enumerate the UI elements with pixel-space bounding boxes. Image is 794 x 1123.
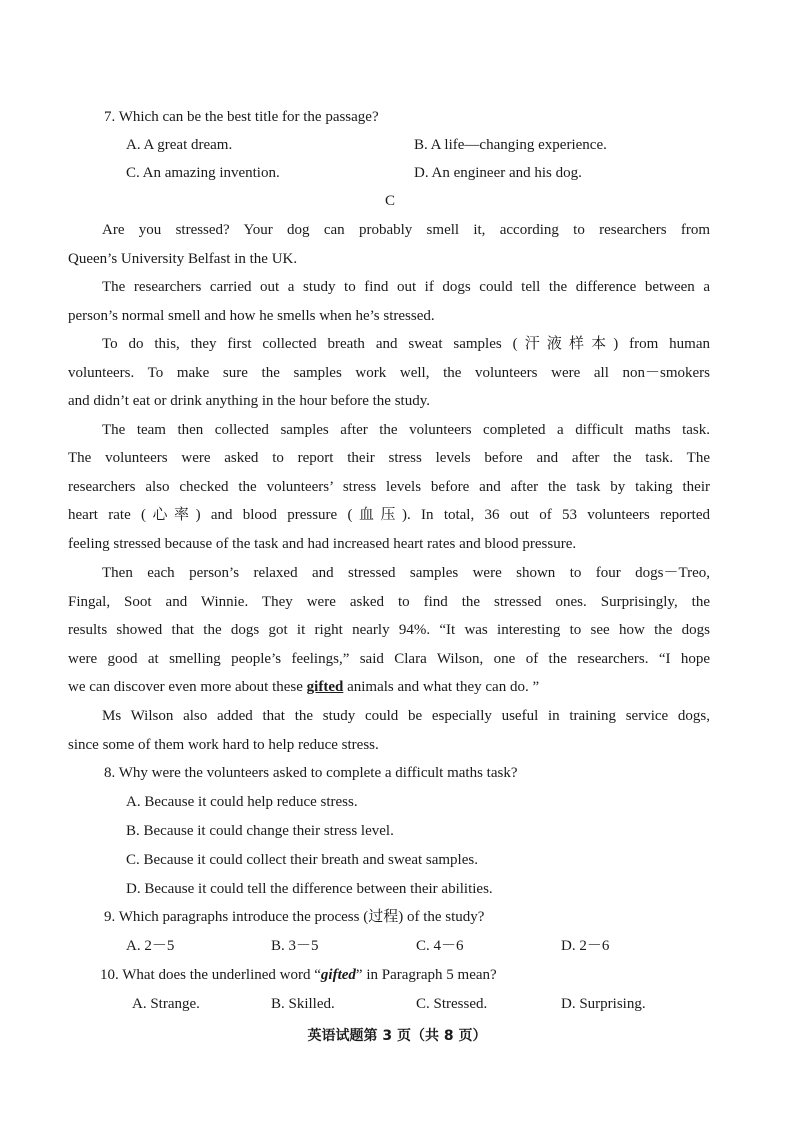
q8-option-a: A. Because it could help reduce stress.	[126, 794, 358, 810]
q7-stem: 7. Which can be the best title for the passage?	[104, 109, 379, 125]
q7-option-a: A. A great dream.	[126, 137, 233, 153]
passage-line: Fingal, Soot and Winnie. They were asked to find the stressed ones. Surprisingly, the	[68, 594, 710, 610]
passage-line: person’s normal smell and how he smells when he’s stressed.	[68, 308, 435, 324]
passage-line: Ms Wilson also added that the study could be especially useful in training service dogs,	[102, 708, 710, 724]
gifted-underlined-word: gifted	[306, 679, 344, 695]
passage-line: researchers also checked the volunteers’ stress levels before and after the task by taking their	[68, 479, 710, 495]
q7-option-d: D. An engineer and his dog.	[414, 165, 582, 181]
q8-stem: 8. Why were the volunteers asked to complete a difficult maths task?	[104, 765, 518, 781]
q10-option-a: A. Strange.	[132, 996, 200, 1012]
passage-line: The researchers carried out a study to find out if dogs could tell the difference between a	[102, 279, 710, 295]
q9-option-a: A. 2－5	[126, 938, 175, 954]
q7-option-c: C. An amazing invention.	[126, 165, 280, 181]
q7-option-b: B. A life—changing experience.	[414, 137, 607, 153]
q9-option-d: D. 2－6	[561, 938, 610, 954]
q10-option-c: C. Stressed.	[416, 996, 488, 1012]
passage-line: Queen’s University Belfast in the UK.	[68, 251, 298, 267]
passage-text: animals and what they can do. ”	[343, 679, 540, 695]
q9-stem: 9. Which paragraphs introduce the process (过程) of the study?	[104, 909, 485, 925]
passage-line: volunteers. To make sure the samples work well, the volunteers were all non－smokers	[68, 365, 710, 381]
passage-line: feeling stressed because of the task and had increased heart rates and blood pressure.	[68, 536, 577, 552]
q10-option-b: B. Skilled.	[271, 996, 335, 1012]
q10-stem-text: ” in Paragraph 5 mean?	[355, 967, 497, 983]
q9-option-b: B. 3－5	[271, 938, 319, 954]
passage-line: heart rate (心率) and blood pressure (血压). In total, 36 out of 53 volunteers reported	[68, 507, 710, 523]
q10-option-d: D. Surprising.	[561, 996, 646, 1012]
passage-line: Are you stressed? Your dog can probably smell it, according to researchers from	[102, 222, 710, 238]
passage-line: The volunteers were asked to report their stress levels before and after the task. The	[68, 450, 710, 466]
q8-option-d: D. Because it could tell the difference between their abilities.	[126, 881, 493, 897]
passage-line-with-gifted	[68, 677, 539, 697]
passage-text: we can discover even more about these	[68, 679, 307, 695]
q9-option-c: C. 4－6	[416, 938, 464, 954]
q8-option-c: C. Because it could collect their breath and sweat samples.	[126, 852, 478, 868]
page-footer: 英语试题第 3 页（共 8 页）	[307, 1028, 487, 1044]
q8-option-b: B. Because it could change their stress level.	[126, 823, 394, 839]
q10-stem-text: 10. What does the underlined word “	[100, 967, 321, 983]
passage-line: results showed that the dogs got it right nearly 94%. “It was interesting to see how the dogs	[68, 622, 710, 638]
passage-line: The team then collected samples after the volunteers completed a difficult maths task.	[102, 422, 710, 438]
q10-stem	[100, 965, 497, 985]
passage-line: To do this, they first collected breath and sweat samples (汗液样本) from human	[102, 336, 710, 352]
passage-line: since some of them work hard to help reduce stress.	[68, 737, 379, 753]
passage-line: Then each person’s relaxed and stressed samples were shown to four dogs－Treo,	[102, 565, 710, 581]
passage-line: were good at smelling people’s feelings,” said Clara Wilson, one of the researchers. “I hope	[68, 651, 710, 667]
section-letter: C	[384, 193, 395, 209]
passage-line: and didn’t eat or drink anything in the hour before the study.	[68, 393, 430, 409]
q10-gifted-word: gifted	[320, 967, 356, 983]
